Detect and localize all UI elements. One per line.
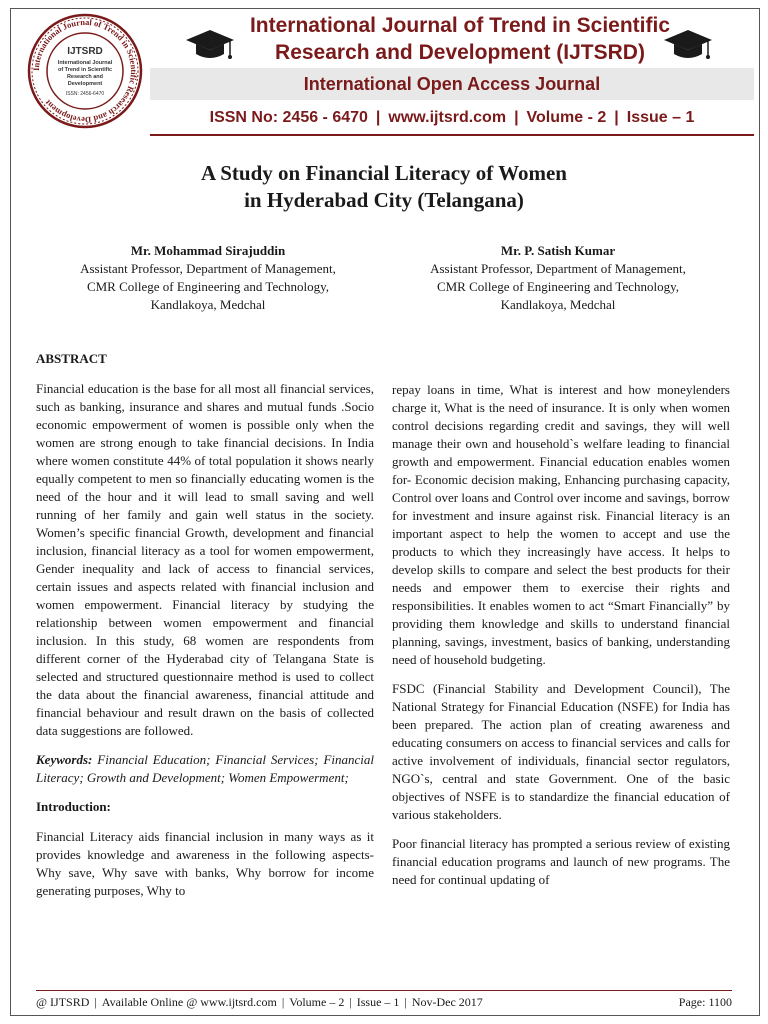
- author-college: CMR College of Engineering and Technology,: [86, 279, 330, 294]
- author-block: [38, 242, 378, 314]
- journal-title: International Journal of Trend in Scientific: [249, 14, 671, 37]
- left-column: [36, 350, 374, 911]
- footer-available: Available Online @ www.ijtsrd.com: [101, 994, 277, 1009]
- separator: |: [614, 109, 619, 126]
- author-location: Kandlakoya, Medchal: [500, 297, 616, 312]
- paper-title: A Study on Financial Literacy of Women: [201, 161, 567, 185]
- author-block: [388, 242, 728, 314]
- issue-label: Issue – 1: [626, 109, 695, 126]
- logo-center-line: IJTSRD: [67, 46, 103, 57]
- author-location: Kandlakoya, Medchal: [150, 297, 266, 312]
- header-rule: [150, 134, 754, 136]
- footer-brand: @ IJTSRD: [36, 994, 90, 1009]
- footer-issue: Issue – 1: [356, 994, 400, 1009]
- logo-center-line: International Journal: [57, 60, 113, 66]
- issn-number: ISSN No: 2456 - 6470: [209, 109, 368, 126]
- introduction-paragraph: Financial Literacy aids financial inclusion in many ways as it provides knowledge and awareness in the following aspects- Why save, Why save with banks, Why borrow for income generating purposes, Why to: [36, 829, 374, 898]
- author-college: CMR College of Engineering and Technology,: [436, 279, 680, 294]
- abstract-paragraph: Financial education is the base for all most all financial services, such as banking, insurance and shares and mutual funds .Socio economic empowerment of women is possible only when the women are strong enough to take financial decisions. In India where women constitute 44% of total population it shows nearly equally competent to men so financially educating women is the need of the hour and it will lead to small saving and well running of her family and gain well status in the society. Women’s specific financial Growth, development and financial inclusion, financial literacy as a tool for women empowerment, Gender inequality and lack of access to financial services, certain issues and aspects related with financial inclusion and women empowerment. Financial literacy by studying the relationship between women empowerment and financial inclusion. In this study, 68 women are respondents from different corner of the Hyderabad city of Telangana State is selected and structured questionnaire method is used to collect the data about the financial awareness, financial attitude and financial behaviour and result drawn on the basis of collected data suggestions are followed.: [36, 381, 374, 738]
- body-paragraph: Poor financial literacy has prompted a serious review of existing financial education programs and launch of new programs. The need for continual updating of: [392, 836, 730, 887]
- paper-title: in Hyderabad City (Telangana): [244, 188, 524, 212]
- keywords-text: Financial Education; Financial Services; Financial Literacy; Growth and Development; Women Empowerment;: [36, 752, 374, 785]
- body-paragraph: FSDC (Financial Stability and Development Council), The National Strategy for Financial Education (NSFE) for India has been prepared. The action plan of creating awareness and educating consumers on access to financial services and calls for active involvement of individuals, financial sector regulators, NGO`s, central and state Government. One of the basic objectives of NSFE is to standardize the financial education of various stakeholders.: [392, 681, 730, 822]
- author-role: Assistant Professor, Department of Management,: [80, 261, 336, 276]
- separator: |: [94, 994, 97, 1009]
- journal-website: www.ijtsrd.com: [388, 109, 507, 126]
- page-number: Page: 1100: [678, 994, 732, 1009]
- open-access-band: [150, 68, 754, 100]
- keywords-paragraph: [36, 751, 374, 787]
- logo-center-line: of Trend in Scientific: [57, 67, 113, 73]
- logo-center-line: Research and: [66, 74, 104, 80]
- separator: |: [281, 994, 285, 1009]
- introduction-heading: Introduction:: [36, 799, 111, 814]
- author-role: Assistant Professor, Department of Management,: [430, 261, 686, 276]
- logo-ring-text: International Journal of Trend in Scientific Research and Development: [30, 16, 140, 126]
- separator: |: [514, 109, 519, 126]
- ijtsrd-logo: [26, 12, 144, 130]
- open-access-label: International Open Access Journal: [303, 73, 601, 94]
- separator: |: [375, 109, 381, 126]
- keywords-label: Keywords:: [36, 752, 93, 767]
- footer-info: [36, 995, 483, 1010]
- body-paragraph: repay loans in time, What is interest and how moneylenders charge it, What is the need of insurance. It is only when women control decisions regarding credit and savings, they will well manage their own and household`s welfare leading to financial growth and empowerment. Financial education enables women for- Economic decision making, Enhancing purchasing capacity, Control over loans and Control over income and savings, borrow for investment and insure against risk. Financial literacy is an important aspect to help the women to accept and use the products to which they increasingly have access. It helps to develop skills to compare and select the best products for their needs and empower them to exercise their rights and responsibilities. It enables women to act “Smart Financially” by providing them knowledge and skills to understand financial planning, savings, investment, basics of banking, understanding need of household budgeting.: [392, 382, 730, 667]
- volume-label: Volume - 2: [526, 109, 607, 126]
- footer-volume: Volume – 2: [289, 994, 345, 1009]
- author-name: Mr. P. Satish Kumar: [500, 243, 616, 258]
- author-name: Mr. Mohammad Sirajuddin: [130, 243, 286, 258]
- separator: |: [349, 994, 352, 1009]
- footer-date: Nov-Dec 2017: [411, 994, 483, 1009]
- journal-title: Research and Development (IJTSRD): [275, 41, 645, 64]
- page-footer: [36, 993, 732, 1011]
- footer-rule: [36, 990, 732, 991]
- logo-center-line: Development: [67, 81, 103, 87]
- logo-issn: ISSN: 2456-6470: [65, 91, 105, 97]
- issn-line: [150, 104, 754, 132]
- abstract-heading: ABSTRACT: [36, 351, 107, 366]
- right-column: [392, 381, 730, 900]
- separator: |: [404, 994, 407, 1009]
